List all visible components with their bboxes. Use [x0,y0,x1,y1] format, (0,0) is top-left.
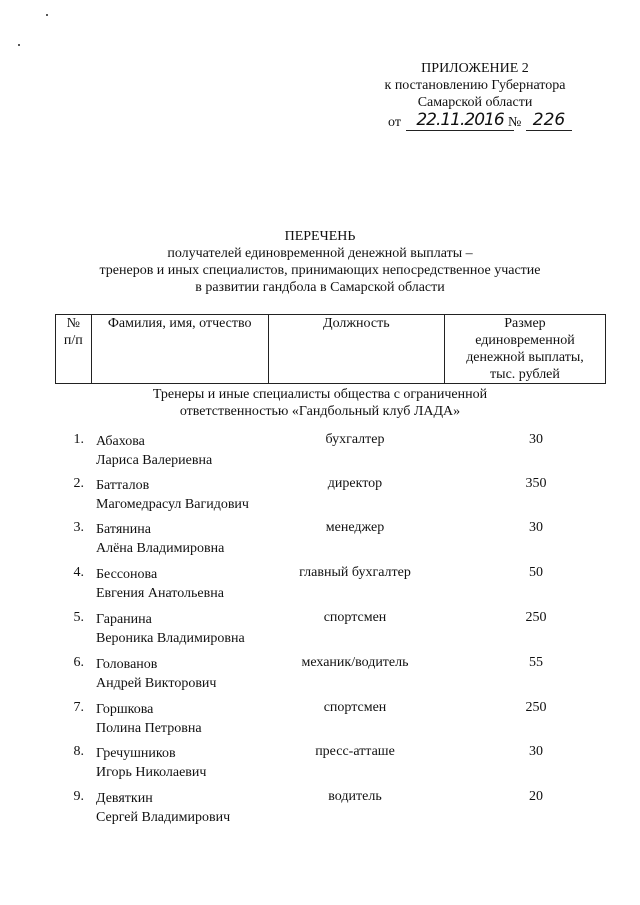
title-line-2: тренеров и иных специалистов, принимающих непосредственное участие [99,263,541,278]
header-no: № п/п [56,315,92,384]
row-position: спортсмен [323,610,387,625]
table-row [0,432,640,472]
header-name: Фамилия, имя, отчество [91,315,268,384]
organization-heading: Тренеры и иные специалисты общества с ограниченной ответственностью «Гандбольный клуб ЛАДА» [152,387,488,419]
header-position: Должность [268,315,444,384]
row-position: главный бухгалтер [299,565,411,580]
from-label: от [388,115,401,130]
row-number: 9. [73,789,84,804]
title-line-3: в развитии гандбола в Самарской области [195,280,445,295]
table-row [0,789,640,829]
table-row [0,520,640,560]
row-number: 1. [73,432,84,447]
row-amount: 55 [529,655,543,670]
title-heading: ПЕРЕЧЕНЬ [284,229,356,244]
row-position: директор [327,476,383,491]
title-line-1: получателей единовременной денежной выплаты – [167,246,473,261]
row-number: 5. [73,610,84,625]
row-number: 4. [73,565,84,580]
row-name: Гаранина Вероника Владимировна [96,612,245,646]
row-amount: 250 [525,610,547,625]
row-amount: 30 [529,520,543,535]
row-position: бухгалтер [325,432,385,447]
row-name: Девяткин Сергей Владимирович [96,791,231,825]
row-position: водитель [328,789,382,804]
table-row [0,565,640,605]
table-row [0,655,640,695]
row-name: Бессонова Евгения Анатольевна [96,567,224,601]
decree-number: 226 [526,111,572,131]
row-position: спортсмен [323,700,387,715]
header-amount: Размер единовременной денежной выплаты, тыс. рублей [444,315,605,384]
table-row [0,700,640,740]
row-position: пресс-атташе [315,744,395,759]
row-amount: 30 [529,432,543,447]
row-amount: 30 [529,744,543,759]
table-row [0,476,640,516]
row-position: менеджер [325,520,385,535]
appendix-block [370,60,580,130]
row-number: 3. [73,520,84,535]
row-number: 7. [73,700,84,715]
table-row [0,610,640,650]
number-label: № [508,115,522,130]
row-name: Батталов Магомедрасул Вагидович [96,478,249,512]
scan-speck [46,14,48,16]
appendix-decree: к постановлению Губернатора [384,78,566,93]
row-number: 6. [73,655,84,670]
table-header [55,314,606,384]
appendix-region: Самарской области [417,95,533,110]
row-position: механик/водитель [301,655,409,670]
appendix-date-number [370,110,580,134]
row-name: Батянина Алёна Владимировна [96,522,225,556]
row-amount: 250 [525,700,547,715]
row-name: Гречушников Игорь Николаевич [96,746,207,780]
row-number: 2. [73,476,84,491]
row-name: Голованов Андрей Викторович [96,657,217,691]
row-amount: 50 [529,565,543,580]
row-amount: 350 [525,476,547,491]
row-amount: 20 [529,789,543,804]
row-name: Абахова Лариса Валериевна [96,434,213,468]
decree-date: 22.11.2016 [406,111,514,131]
document-title [60,228,580,296]
table-row [0,744,640,784]
row-number: 8. [73,744,84,759]
scan-speck [18,44,20,46]
appendix-title: ПРИЛОЖЕНИЕ 2 [421,61,529,76]
row-name: Горшкова Полина Петровна [96,702,202,736]
